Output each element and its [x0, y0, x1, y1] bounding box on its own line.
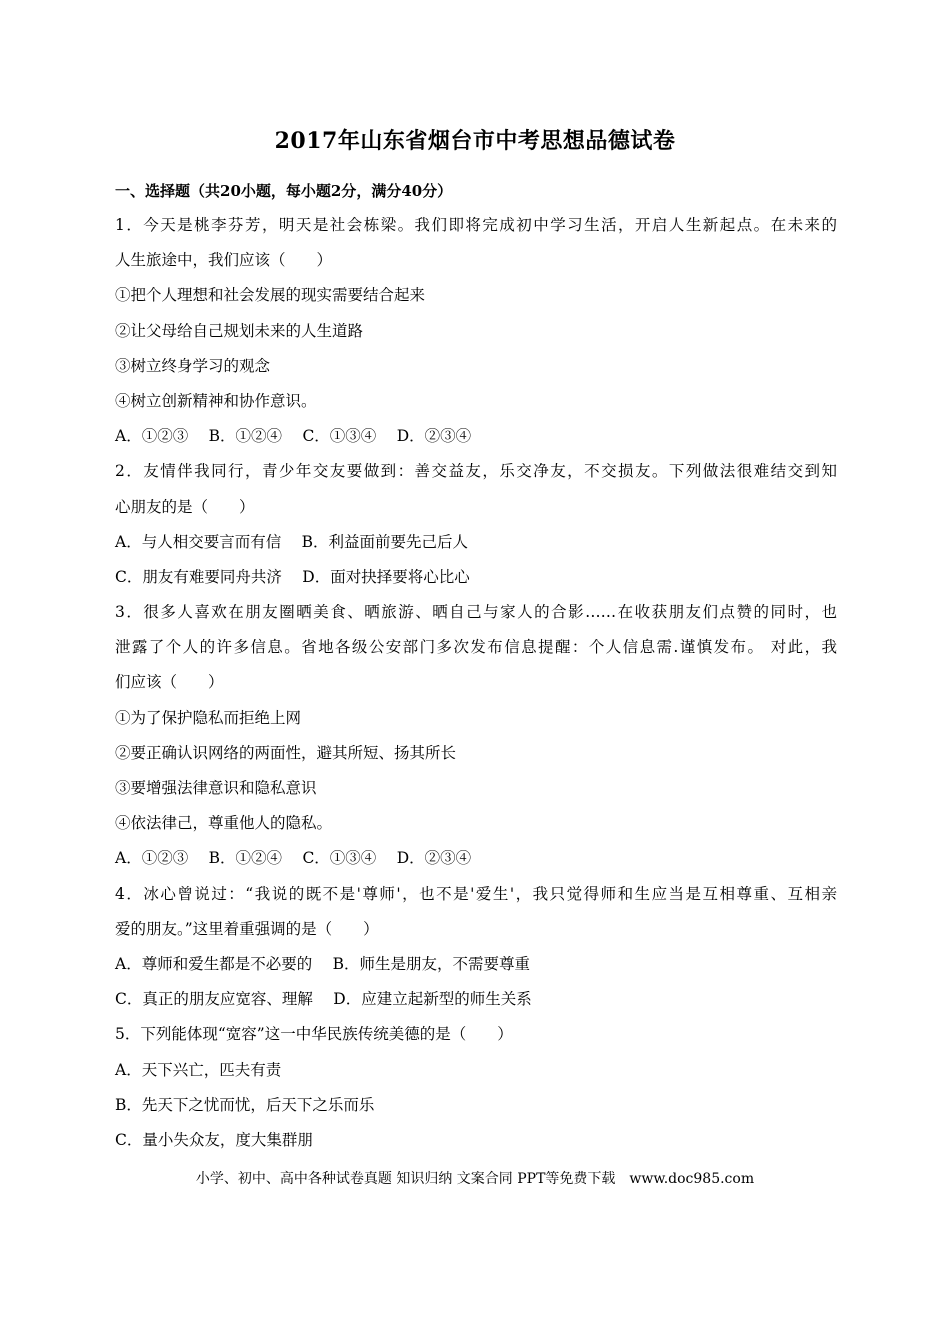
text-line: 4．冰心曾说过：“我说的既不是'尊师'，也不是'爱生'，我只觉得师和生应当是互相尊重、互相亲 — [115, 884, 837, 903]
text-line: 泄露了个人的许多信息。省地各级公安部门多次发布信息提醒：个人信息需.谨慎发布。 对此，我 — [115, 638, 837, 657]
text-line: ②要正确认识网络的两面性，避其所短、扬其所长 — [115, 743, 457, 762]
answer-option: C．量小失众友，度大集群朋 — [115, 1130, 313, 1149]
text-line: 3．很多人喜欢在朋友圈晒美食、晒旅游、晒自己与家人的合影……在收获朋友们点赞的同时，也 — [115, 603, 837, 622]
answer-options: C．朋友有难要同舟共济 D．面对抉择要将心比心 — [115, 567, 470, 586]
text-line: ④树立创新精神和协作意识。 — [115, 391, 317, 410]
text-line: ④依法律己，尊重他人的隐私。 — [115, 814, 333, 833]
question-body — [115, 208, 837, 1158]
text-line: 们应该（ ） — [115, 673, 224, 692]
answer-options: A．尊师和爱生都是不必要的 B．师生是朋友，不需要尊重 — [115, 954, 531, 973]
answer-option: B．先天下之忧而忧，后天下之乐而乐 — [115, 1095, 375, 1114]
text-line: ①为了保护隐私而拒绝上网 — [115, 708, 302, 727]
answer-options: A．①②③ B．①②④ C．①③④ D．②③④ — [115, 849, 472, 868]
answer-option: A．天下兴亡，匹夫有责 — [115, 1060, 282, 1079]
text-line: ③要增强法律意识和隐私意识 — [115, 779, 317, 797]
text-line: 1．今天是桃李芬芳，明天是社会栋梁。我们即将完成初中学习生活，开启人生新起点。在未来的 — [115, 216, 837, 234]
text-line: ①把个人理想和社会发展的现实需要结合起来 — [115, 286, 426, 305]
section-heading: 一、选择题（共20小题，每小题2分，满分40分） — [115, 182, 453, 200]
page-title: 2017年山东省烟台市中考思想品德试卷 — [274, 128, 676, 154]
text-line: 人生旅途中，我们应该（ ） — [115, 251, 333, 270]
page-footer: 小学、初中、高中各种试卷真题 知识归纳 文案合同 PPT等免费下载 www.doc985.com — [195, 1171, 755, 1187]
text-line: 爱的朋友。”这里着重强调的是（ ） — [115, 919, 379, 938]
answer-options: C．真正的朋友应宽容、理解 D．应建立起新型的师生关系 — [115, 990, 532, 1009]
answer-options: A．①②③ B．①②④ C．①③④ D．②③④ — [115, 427, 472, 446]
text-line: 心朋友的是（ ） — [115, 497, 255, 516]
answer-options: A．与人相交要言而有信 B．利益面前要先己后人 — [115, 532, 469, 551]
text-line: 5．下列能体现“宽容”这一中华民族传统美德的是（ ） — [115, 1025, 513, 1044]
text-line: ②让父母给自己规划未来的人生道路 — [115, 321, 364, 340]
text-line: ③树立终身学习的观念 — [115, 356, 271, 375]
text-line: 2．友情伴我同行，青少年交友要做到：善交益友，乐交净友，不交损友。下列做法很难结交到知 — [115, 462, 837, 481]
